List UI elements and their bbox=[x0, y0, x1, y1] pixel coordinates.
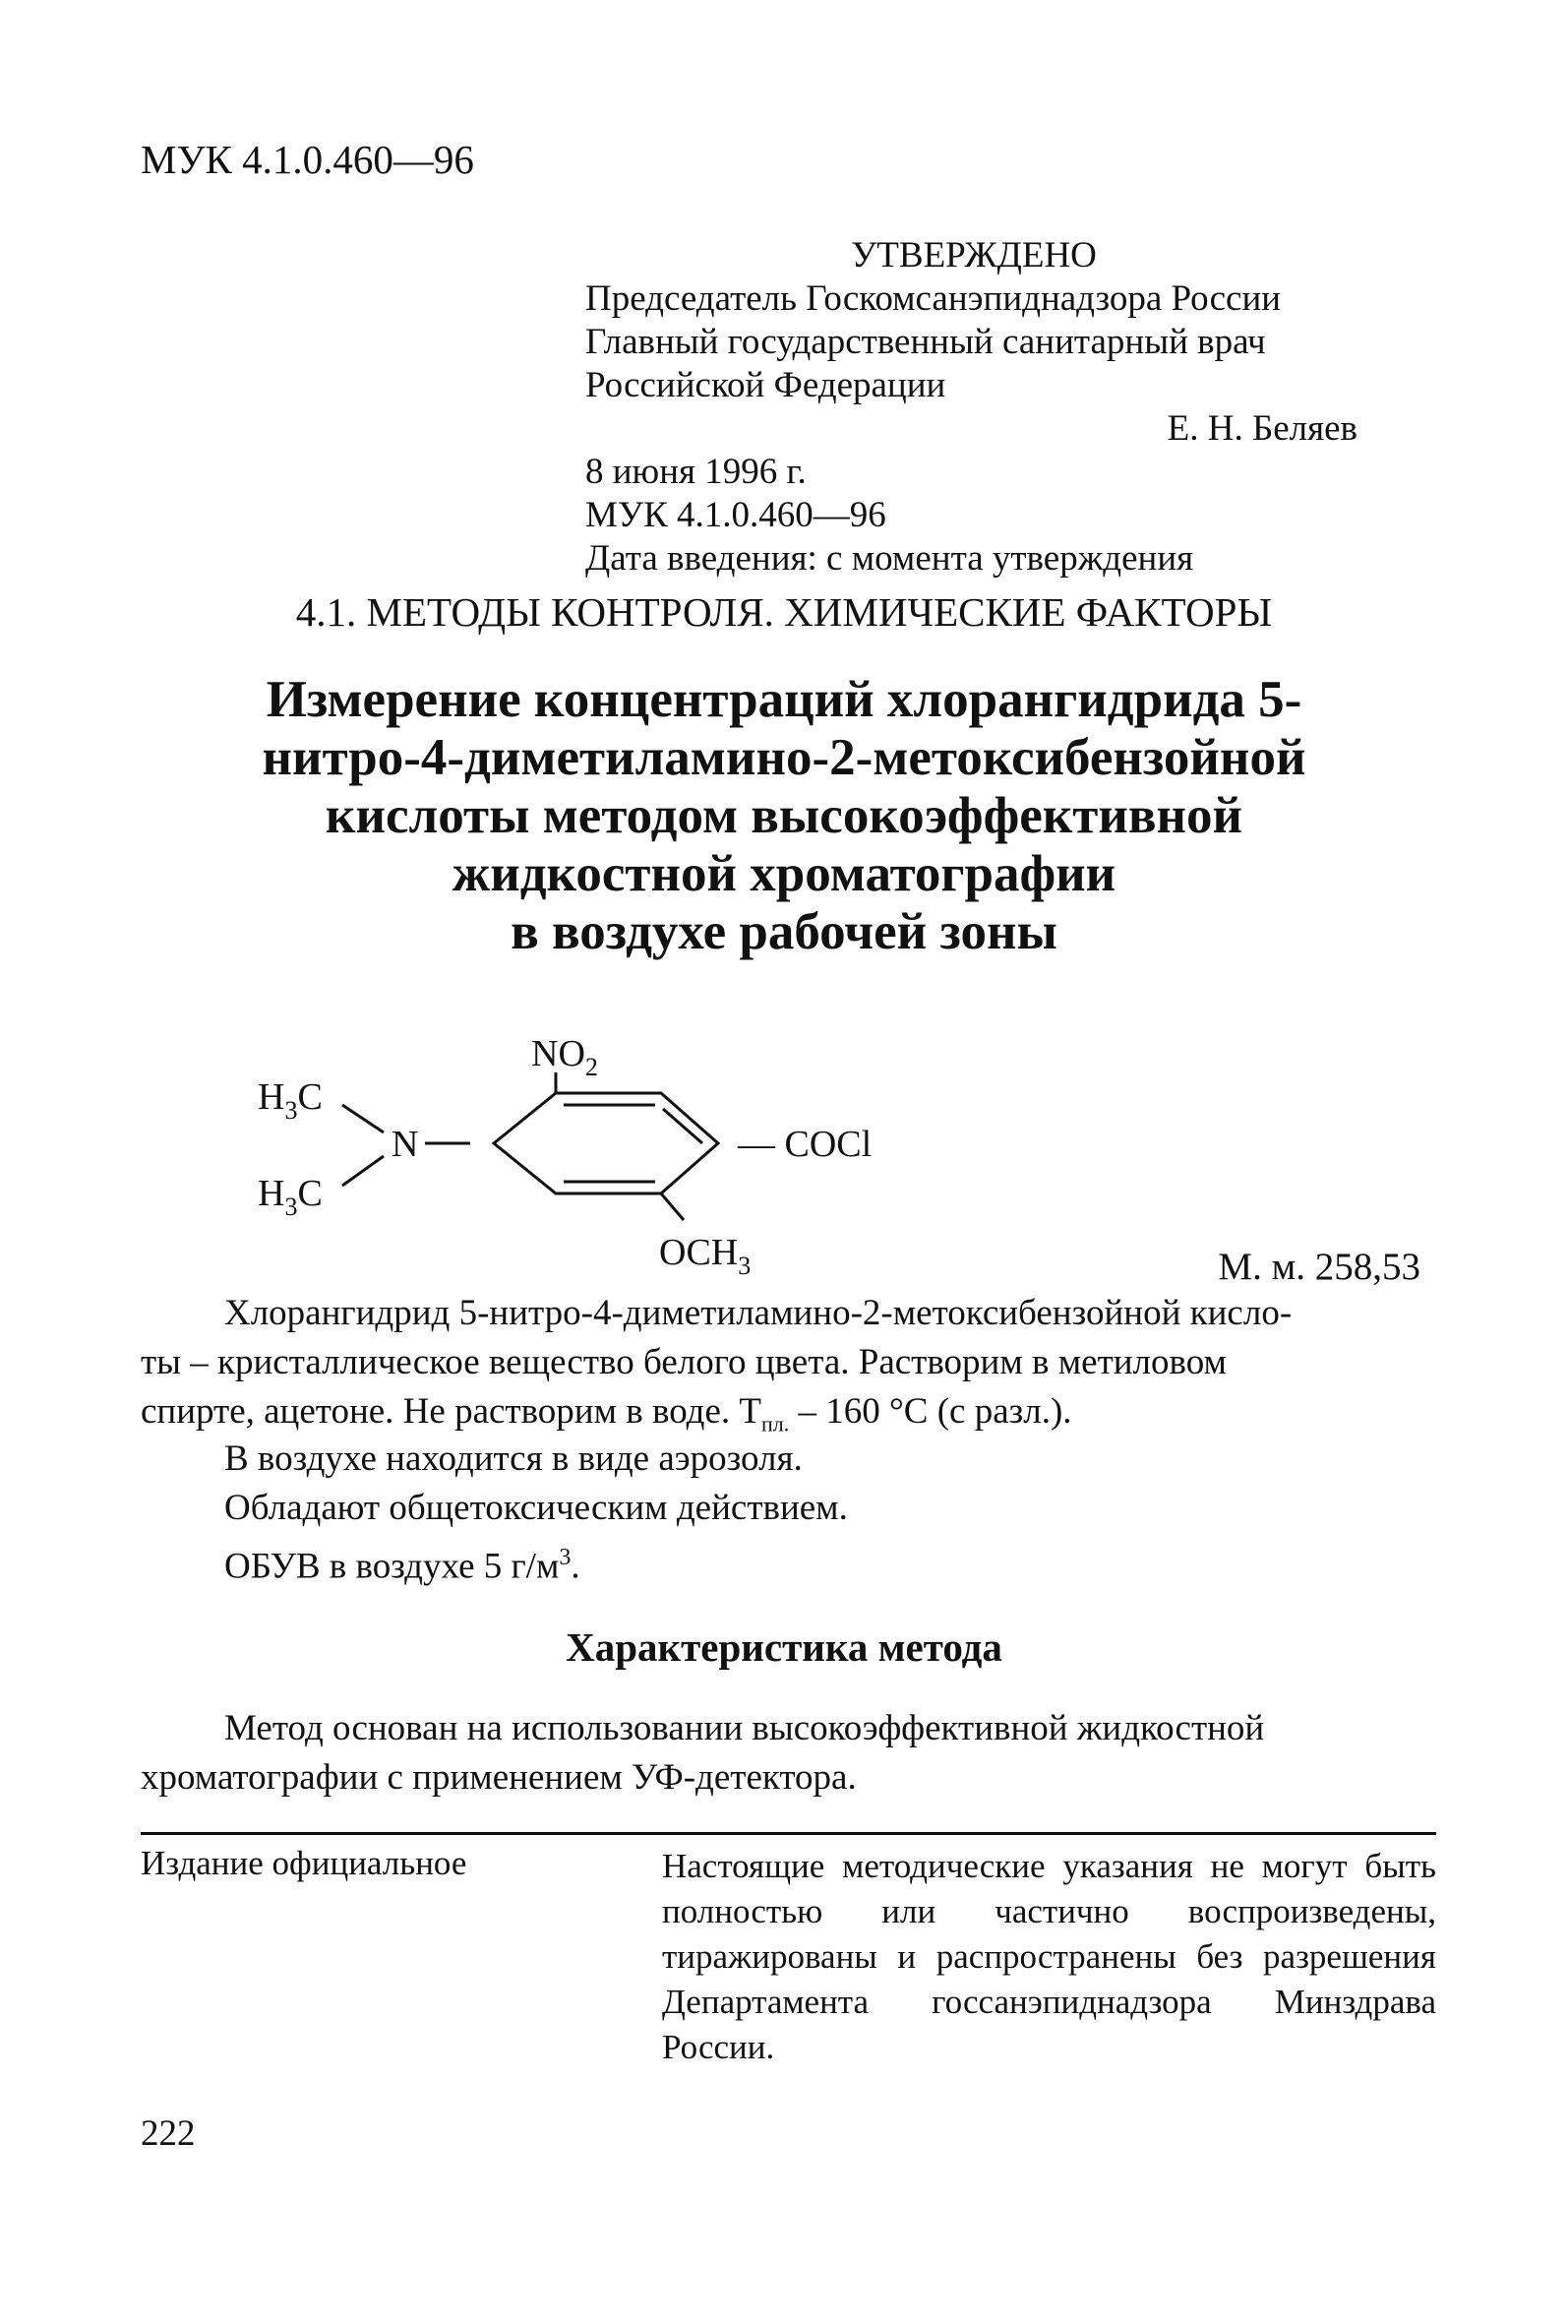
description-line-2: ты – кристаллическое вещество белого цвета. Растворим в метиловом bbox=[141, 1342, 1227, 1382]
toxic-effect: Обладают общетоксическим действием. bbox=[224, 1488, 848, 1528]
title-line-1: Измерение концентраций хлорангидрида 5- bbox=[266, 671, 1302, 728]
document-code: МУК 4.1.0.460—96 bbox=[141, 137, 474, 182]
document-title bbox=[0, 671, 1568, 961]
exposure-limit: ОБУВ в воздухе 5 $г/м^3$. bbox=[224, 1545, 580, 1587]
acyl-chloride-group: — COCl bbox=[738, 1124, 873, 1165]
approval-date: 8 июня 1996 г. bbox=[585, 452, 807, 492]
approval-doc-code: МУК 4.1.0.460—96 bbox=[585, 495, 886, 535]
nitrogen-atom: N bbox=[392, 1124, 419, 1165]
bond-methyl-upper bbox=[342, 1105, 384, 1132]
approval-block bbox=[585, 234, 1362, 581]
approval-line-1: Председатель Госкомсанэпиднадзора России bbox=[585, 278, 1282, 319]
title-line-4: жидкостной хроматографии bbox=[452, 845, 1116, 902]
footer-divider bbox=[141, 1832, 1436, 1835]
benzene-ring bbox=[494, 1093, 718, 1193]
official-edition-label: Издание официальное bbox=[141, 1844, 467, 1882]
section-heading: Характеристика метода bbox=[566, 1624, 1002, 1670]
methoxy-group: $OCH_3$ bbox=[659, 1232, 752, 1280]
approval-line-2: Главный государственный санитарный врач bbox=[585, 322, 1266, 362]
description-paragraph bbox=[141, 1289, 1426, 1448]
nitro-group: $NO_2$ bbox=[531, 1033, 598, 1081]
bond-methoxy bbox=[661, 1193, 684, 1220]
category-heading: 4.1. МЕТОДЫ КОНТРОЛЯ. ХИМИЧЕСКИЕ ФАКТОРЫ bbox=[295, 589, 1273, 635]
method-line-2: хроматографии с применением УФ-детектора. bbox=[141, 1757, 857, 1798]
approval-line-3: Российской Федерации bbox=[585, 365, 946, 405]
title-line-3: кислоты методом высокоэффективной bbox=[325, 787, 1243, 844]
title-line-5: в воздухе рабочей зоны bbox=[511, 903, 1057, 960]
methyl-lower: $H_3C$ bbox=[258, 1173, 323, 1221]
method-line-1: Метод основан на использовании высокоэффективной жидкостной bbox=[224, 1708, 1265, 1748]
molar-mass: М. м. 258,53 bbox=[1218, 1246, 1420, 1288]
description-line-1: Хлорангидрид 5-нитро-4-диметиламино-2-метоксибензойной кисло- bbox=[224, 1293, 1293, 1333]
approval-signatory: Е. Н. Беляев bbox=[1167, 408, 1357, 449]
bond-methyl-lower bbox=[342, 1156, 384, 1186]
approval-effective-date: Дата введения: с момента утверждения bbox=[585, 538, 1194, 579]
title-line-2: нитро-4-диметиламино-2-метоксибензойной bbox=[262, 729, 1306, 786]
methyl-upper: $H_3C$ bbox=[258, 1076, 323, 1125]
aerosol-state: В воздухе находится в виде аэрозоля. bbox=[224, 1438, 803, 1479]
copyright-notice: Настоящие методические указания не могут быть полностью или частично воспроизведены, тиражированы и распространены без разрешения Департамента госсанэпиднадзора Минздрава России. bbox=[662, 1847, 1436, 2066]
structural-formula bbox=[236, 1018, 984, 1304]
method-paragraph bbox=[141, 1704, 1426, 1803]
description-line-3: спирте, ацетоне. Не растворим в воде. $Т_{пл.} - 160$ °С (с разл.). bbox=[141, 1391, 1072, 1437]
approval-status: УТВЕРЖДЕНО bbox=[851, 235, 1097, 275]
page-number: 222 bbox=[141, 2113, 196, 2154]
